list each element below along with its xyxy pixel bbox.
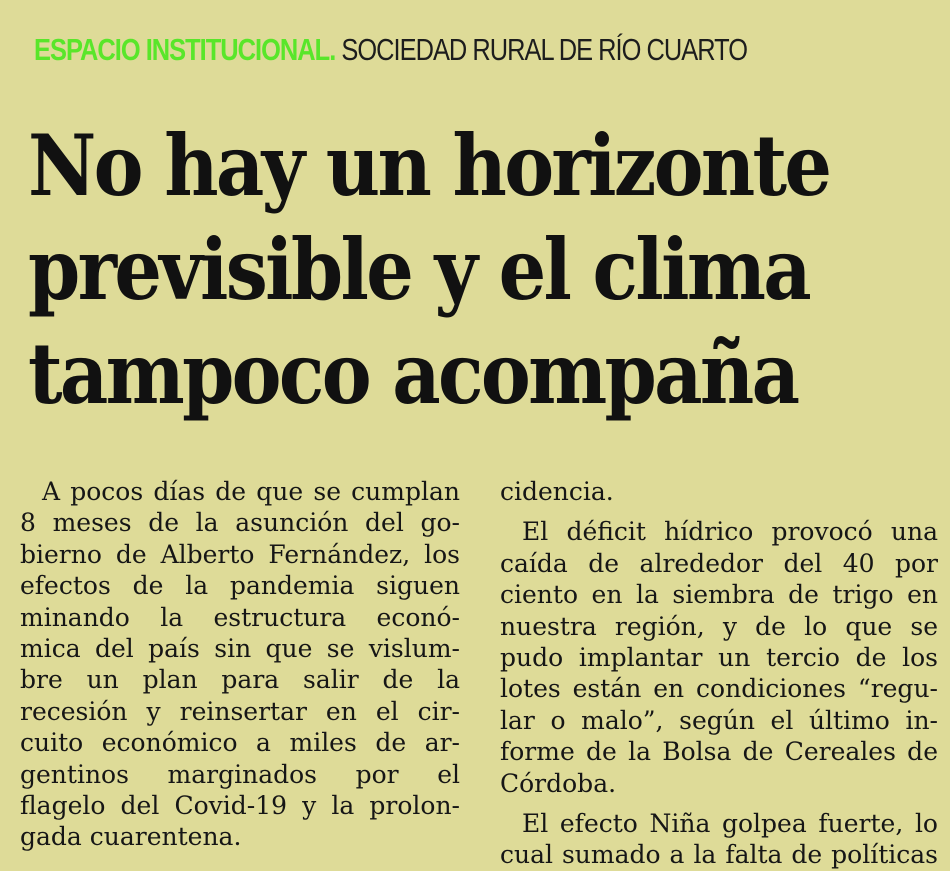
article-headline bbox=[28, 114, 927, 426]
paragraph-spacer bbox=[500, 507, 938, 516]
body-text-line: flagelo del Covid-19 y la prolon- bbox=[20, 791, 460, 821]
body-text-line: lar o malo”, según el último in- bbox=[500, 705, 938, 735]
article-column-left bbox=[20, 476, 460, 853]
body-text-line: gentinos marginados por el bbox=[20, 759, 460, 789]
section-kicker bbox=[34, 28, 747, 72]
headline-line: No hay un horizonte bbox=[28, 116, 830, 215]
body-text-line: recesión y reinsertar en el cir- bbox=[20, 696, 460, 726]
section-label: ESPACIO INSTITUCIONAL. bbox=[34, 32, 336, 67]
headline-line: previsible y el clima bbox=[28, 220, 810, 319]
body-text-line: bierno de Alberto Fernández, los bbox=[20, 539, 460, 569]
body-text-line: caída de alrededor del 40 por bbox=[500, 548, 938, 578]
paragraph-spacer bbox=[500, 799, 938, 808]
body-text-line: cuito económico a miles de ar- bbox=[20, 728, 460, 758]
body-text-line: El efecto Niña golpea fuerte, lo bbox=[522, 809, 938, 839]
body-text-line: minando la estructura econó- bbox=[20, 602, 460, 632]
body-text-line: cidencia. bbox=[500, 477, 614, 506]
body-text-line: 8 meses de la asunción del go- bbox=[20, 508, 460, 538]
article-column-right bbox=[500, 476, 938, 871]
body-text-line: lotes están en condiciones “regu- bbox=[500, 674, 938, 704]
body-text-line: bre un plan para salir de la bbox=[20, 665, 460, 695]
body-text-line: gada cuarentena. bbox=[20, 822, 242, 852]
body-text-line: El déficit hídrico provocó una bbox=[522, 517, 938, 547]
body-text-line: mica del país sin que se vislum- bbox=[20, 634, 460, 664]
organization-label: SOCIEDAD RURAL DE RÍO CUARTO bbox=[341, 32, 748, 67]
body-text-line: Córdoba. bbox=[500, 768, 617, 798]
body-text-line: efectos de la pandemia siguen bbox=[20, 571, 460, 601]
body-text-line: forme de la Bolsa de Cereales de bbox=[500, 737, 938, 767]
body-text-line: nuestra región, y de lo que se bbox=[500, 611, 938, 641]
body-text-line: cual sumado a la falta de políticas bbox=[500, 840, 938, 870]
body-text-line: ciento en la siembra de trigo en bbox=[500, 580, 938, 610]
body-text-line: A pocos días de que se cumplan bbox=[42, 477, 460, 506]
body-text-line: pudo implantar un tercio de los bbox=[500, 643, 938, 673]
headline-line: tampoco acompaña bbox=[28, 324, 798, 423]
